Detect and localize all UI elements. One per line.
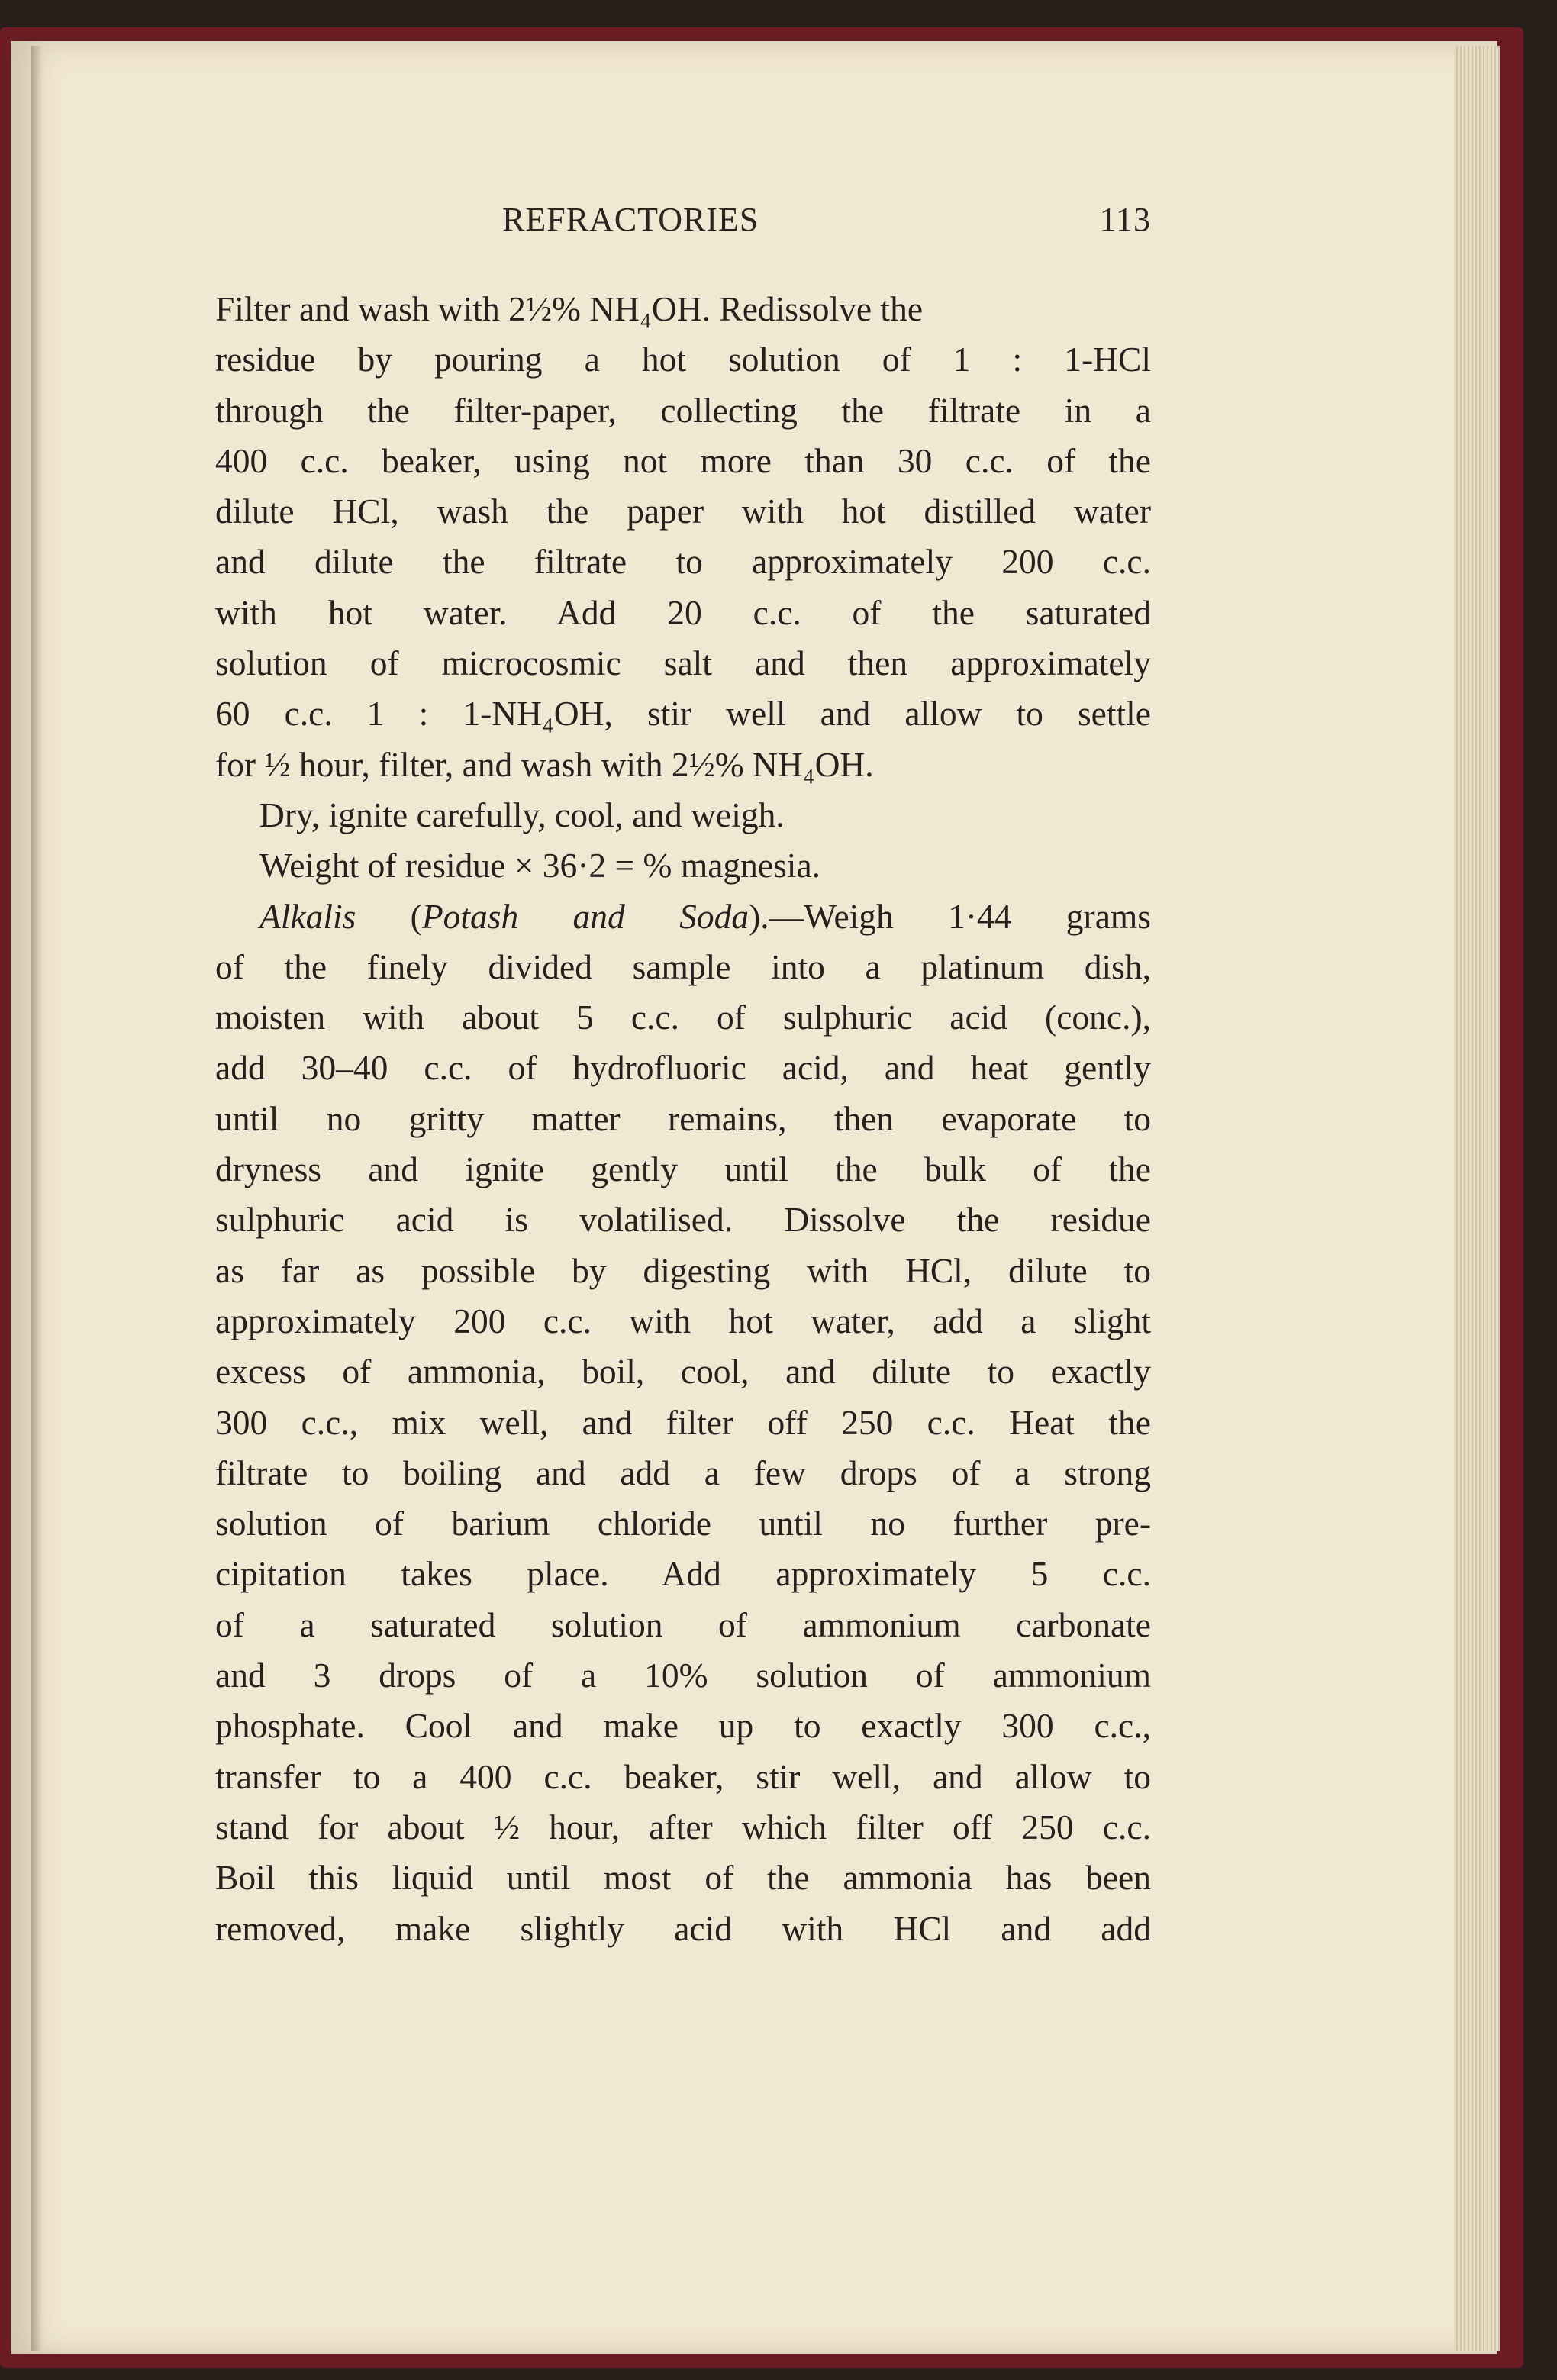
text-line: of a saturated solution of ammonium carbonate	[215, 1604, 1151, 1644]
running-head	[215, 200, 1151, 246]
text-line: Weight of residue × 36·2 = % magnesia.	[260, 846, 821, 885]
text-line: phosphate. Cool and make up to exactly 300 c.c.,	[215, 1706, 1151, 1746]
text-line: 60 c.c. 1 : 1-NH₄OH, stir well and allow to settle	[215, 694, 1151, 734]
text-line: moisten with about 5 c.c. of sulphuric acid (conc.),	[215, 998, 1151, 1037]
text-line: solution of barium chloride until no further pre-	[215, 1504, 1151, 1543]
text-line-alkalis: Alkalis (Potash and Soda).—Weigh 1·44 grams	[260, 896, 1151, 936]
text-line: and 3 drops of a 10% solution of ammonium	[215, 1656, 1151, 1695]
text-line: as far as possible by digesting with HCl, dilute to	[215, 1250, 1151, 1290]
text-line: filtrate to boiling and add a few drops of a strong	[215, 1453, 1151, 1492]
text-line: approximately 200 c.c. with hot water, add a slight	[215, 1301, 1151, 1340]
text-line: Filter and wash with 2½% NH₄OH. Redissolve the	[215, 289, 924, 328]
text-line: residue by pouring a hot solution of 1 : 1-HCl	[215, 340, 1151, 379]
text-line: stand for about ½ hour, after which filter off 250 c.c.	[215, 1807, 1151, 1846]
running-title: REFRACTORIES	[502, 201, 759, 238]
page-edges	[1454, 46, 1500, 2351]
text-line: for ½ hour, filter, and wash with 2½% NH₄OH.	[215, 744, 874, 784]
text-line: 400 c.c. beaker, using not more than 30 c.c. of the	[215, 440, 1151, 480]
text-line: dryness and ignite gently until the bulk of the	[215, 1150, 1151, 1189]
text-line: add 30–40 c.c. of hydrofluoric acid, and heat gently	[215, 1048, 1151, 1088]
text-line: until no gritty matter remains, then evaporate to	[215, 1098, 1151, 1138]
text-line: transfer to a 400 c.c. beaker, stir well, and allow to	[215, 1756, 1151, 1796]
body-text	[215, 284, 1151, 1954]
text-line: dilute HCl, wash the paper with hot distilled water	[215, 492, 1151, 531]
page-gutter-shadow	[31, 46, 43, 2351]
text-line: removed, make slightly acid with HCl and add	[215, 1908, 1151, 1948]
text-line: through the filter-paper, collecting the filtrate in a	[215, 390, 1151, 430]
page-number: 113	[1099, 201, 1151, 238]
text-line: 300 c.c., mix well, and filter off 250 c.c. Heat the	[215, 1402, 1151, 1442]
text-line: of the finely divided sample into a platinum dish,	[215, 947, 1151, 986]
text-line: and dilute the filtrate to approximately 200 c.c.	[215, 542, 1151, 582]
text-line: Boil this liquid until most of the ammonia has been	[215, 1858, 1151, 1898]
text-line: with hot water. Add 20 c.c. of the saturated	[215, 592, 1151, 632]
text-line: Dry, ignite carefully, cool, and weigh.	[260, 795, 785, 834]
text-line: excess of ammonia, boil, cool, and dilute to exactly	[215, 1352, 1151, 1392]
text-line: sulphuric acid is volatilised. Dissolve the residue	[215, 1200, 1151, 1240]
text-line: cipitation takes place. Add approximately 5 c.c.	[215, 1554, 1151, 1594]
text-line: solution of microcosmic salt and then approximately	[215, 643, 1151, 683]
